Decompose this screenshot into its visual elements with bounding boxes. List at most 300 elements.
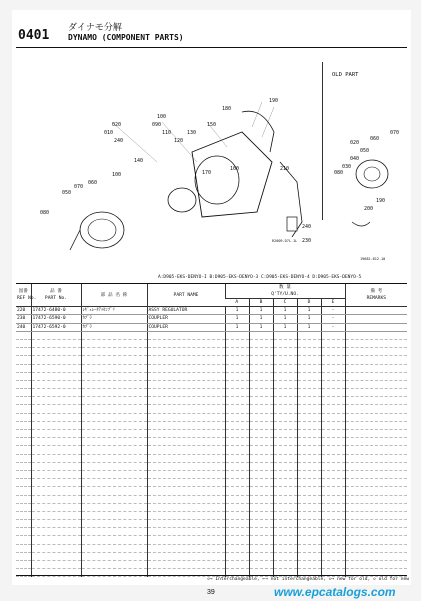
empty-cell — [225, 339, 249, 347]
empty-cell — [297, 462, 321, 470]
empty-cell — [225, 446, 249, 454]
part-name-cell: COUPLER — [147, 323, 225, 331]
empty-cell — [345, 331, 407, 339]
empty-cell — [297, 380, 321, 388]
empty-cell — [81, 356, 147, 364]
empty-cell — [345, 438, 407, 446]
empty-cell — [297, 528, 321, 536]
empty-cell — [225, 528, 249, 536]
empty-cell — [273, 405, 297, 413]
header-qty: 数 量 Q'TY/U.NO. — [225, 284, 345, 299]
table-row — [16, 389, 407, 397]
empty-cell — [225, 397, 249, 405]
empty-cell — [31, 405, 81, 413]
page-number: 39 — [207, 589, 215, 596]
callout-180: 180 — [222, 106, 232, 112]
empty-cell — [297, 561, 321, 569]
empty-cell — [345, 356, 407, 364]
empty-cell — [345, 339, 407, 347]
empty-cell — [31, 495, 81, 503]
ref-cell: 230 — [16, 315, 31, 323]
empty-cell — [147, 536, 225, 544]
empty-cell — [297, 356, 321, 364]
table-row — [16, 421, 407, 429]
empty-cell — [31, 487, 81, 495]
empty-cell — [225, 430, 249, 438]
empty-cell — [16, 520, 31, 528]
callout-120: 120 — [174, 138, 184, 144]
parts-table-body — [16, 307, 407, 577]
part-no-cell: 17472-6592-0 — [31, 323, 81, 331]
empty-cell — [321, 348, 345, 356]
callout-110: 110 — [162, 130, 172, 136]
empty-cell — [16, 511, 31, 519]
empty-cell — [225, 544, 249, 552]
empty-cell — [249, 536, 273, 544]
empty-cell — [249, 413, 273, 421]
qty-cell: 1 — [225, 315, 249, 323]
name-jp-cell: ｶﾌﾟﾗ — [81, 315, 147, 323]
empty-cell — [81, 544, 147, 552]
empty-cell — [345, 413, 407, 421]
empty-cell — [147, 503, 225, 511]
empty-cell — [345, 372, 407, 380]
old-callout-050: 050 — [360, 148, 370, 154]
empty-cell — [16, 421, 31, 429]
empty-cell — [31, 511, 81, 519]
empty-cell — [297, 389, 321, 397]
empty-cell — [16, 446, 31, 454]
empty-cell — [16, 454, 31, 462]
table-row — [16, 544, 407, 552]
empty-cell — [345, 446, 407, 454]
callout-080: 080 — [40, 210, 50, 216]
qty-cell: 1 — [297, 315, 321, 323]
empty-cell — [225, 561, 249, 569]
empty-cell — [147, 364, 225, 372]
empty-cell — [147, 372, 225, 380]
table-row — [16, 307, 407, 315]
empty-cell — [345, 552, 407, 560]
table-row — [16, 503, 407, 511]
header-rule — [16, 47, 407, 48]
qty-cell: 1 — [249, 307, 273, 315]
empty-cell — [16, 487, 31, 495]
empty-cell — [273, 528, 297, 536]
empty-cell — [31, 430, 81, 438]
empty-cell — [321, 462, 345, 470]
empty-cell — [81, 552, 147, 560]
empty-cell — [273, 536, 297, 544]
empty-cell — [31, 372, 81, 380]
empty-cell — [31, 421, 81, 429]
empty-cell — [297, 421, 321, 429]
empty-cell — [273, 430, 297, 438]
old-callout-060: 060 — [370, 136, 380, 142]
empty-cell — [225, 479, 249, 487]
empty-cell — [147, 389, 225, 397]
empty-cell — [81, 389, 147, 397]
empty-cell — [297, 511, 321, 519]
empty-cell — [31, 348, 81, 356]
empty-cell — [81, 331, 147, 339]
callout-020: 020 — [112, 122, 122, 128]
empty-cell — [31, 536, 81, 544]
empty-cell — [81, 462, 147, 470]
callout-170: 170 — [202, 170, 212, 176]
empty-cell — [225, 372, 249, 380]
empty-cell — [147, 454, 225, 462]
empty-cell — [225, 380, 249, 388]
empty-cell — [297, 438, 321, 446]
empty-cell — [16, 528, 31, 536]
table-row — [16, 356, 407, 364]
empty-cell — [31, 438, 81, 446]
empty-cell — [31, 389, 81, 397]
qty-cell: - — [321, 323, 345, 331]
empty-cell — [249, 552, 273, 560]
old-part-label: OLD PART — [332, 72, 359, 78]
ref-code-1: R2009-D7L-1L — [272, 239, 298, 243]
callout-240: 240 — [114, 138, 124, 144]
header-col-a: A — [225, 299, 249, 307]
empty-cell — [249, 389, 273, 397]
empty-cell — [273, 470, 297, 478]
empty-cell — [31, 503, 81, 511]
empty-cell — [297, 446, 321, 454]
empty-cell — [16, 339, 31, 347]
empty-cell — [81, 397, 147, 405]
empty-cell — [249, 470, 273, 478]
empty-cell — [321, 364, 345, 372]
empty-cell — [225, 421, 249, 429]
empty-cell — [147, 413, 225, 421]
empty-cell — [345, 389, 407, 397]
empty-cell — [16, 389, 31, 397]
table-row — [16, 495, 407, 503]
empty-cell — [273, 339, 297, 347]
table-row — [16, 323, 407, 331]
empty-cell — [81, 536, 147, 544]
old-callout-040: 040 — [350, 156, 360, 162]
table-row — [16, 364, 407, 372]
header-col-b: B — [249, 299, 273, 307]
callout-190: 190 — [269, 98, 279, 104]
empty-cell — [31, 470, 81, 478]
empty-cell — [147, 380, 225, 388]
empty-cell — [225, 348, 249, 356]
table-row — [16, 552, 407, 560]
table-row — [16, 536, 407, 544]
empty-cell — [225, 503, 249, 511]
qty-cell: 1 — [273, 307, 297, 315]
empty-cell — [273, 331, 297, 339]
callout-240b: 240 — [302, 224, 312, 230]
empty-cell — [16, 495, 31, 503]
empty-cell — [249, 520, 273, 528]
empty-cell — [249, 372, 273, 380]
callout-150: 150 — [207, 122, 217, 128]
old-callout-030: 030 — [342, 164, 352, 170]
empty-cell — [273, 364, 297, 372]
empty-cell — [249, 405, 273, 413]
table-row — [16, 405, 407, 413]
empty-cell — [249, 339, 273, 347]
empty-cell — [225, 487, 249, 495]
table-row — [16, 520, 407, 528]
empty-cell — [345, 430, 407, 438]
qty-cell: 1 — [297, 323, 321, 331]
empty-cell — [147, 479, 225, 487]
empty-cell — [297, 405, 321, 413]
empty-cell — [345, 503, 407, 511]
remarks-cell — [345, 307, 407, 315]
empty-cell — [16, 364, 31, 372]
empty-cell — [16, 430, 31, 438]
empty-cell — [297, 372, 321, 380]
empty-cell — [16, 536, 31, 544]
empty-cell — [16, 479, 31, 487]
empty-cell — [249, 487, 273, 495]
empty-cell — [321, 503, 345, 511]
empty-cell — [249, 528, 273, 536]
empty-cell — [273, 495, 297, 503]
empty-cell — [225, 470, 249, 478]
empty-cell — [345, 495, 407, 503]
empty-cell — [31, 552, 81, 560]
empty-cell — [16, 397, 31, 405]
empty-cell — [321, 446, 345, 454]
empty-cell — [147, 430, 225, 438]
part-name-cell: COUPLER — [147, 315, 225, 323]
empty-cell — [225, 438, 249, 446]
empty-cell — [321, 438, 345, 446]
empty-cell — [81, 421, 147, 429]
empty-cell — [31, 413, 81, 421]
empty-cell — [297, 348, 321, 356]
empty-cell — [321, 380, 345, 388]
empty-cell — [297, 413, 321, 421]
empty-cell — [81, 430, 147, 438]
empty-cell — [345, 421, 407, 429]
empty-cell — [81, 561, 147, 569]
empty-cell — [16, 372, 31, 380]
empty-cell — [249, 511, 273, 519]
empty-cell — [273, 520, 297, 528]
name-jp-cell: ﾚｷﾞｭﾚｰﾀｱｯｾﾝﾌﾞﾘ — [81, 307, 147, 315]
empty-cell — [345, 487, 407, 495]
empty-cell — [225, 495, 249, 503]
name-jp-cell: ｶﾌﾟﾗ — [81, 323, 147, 331]
empty-cell — [249, 331, 273, 339]
empty-cell — [81, 511, 147, 519]
empty-cell — [16, 413, 31, 421]
empty-cell — [249, 356, 273, 364]
empty-cell — [321, 339, 345, 347]
table-row — [16, 397, 407, 405]
empty-cell — [249, 544, 273, 552]
old-callout-200: 200 — [364, 206, 374, 212]
empty-cell — [225, 413, 249, 421]
empty-cell — [345, 364, 407, 372]
empty-cell — [147, 561, 225, 569]
empty-cell — [297, 470, 321, 478]
empty-cell — [31, 331, 81, 339]
empty-cell — [16, 438, 31, 446]
empty-cell — [225, 356, 249, 364]
empty-cell — [225, 389, 249, 397]
part-name-cell: ASSY REGULATOR — [147, 307, 225, 315]
empty-cell — [273, 511, 297, 519]
empty-cell — [31, 528, 81, 536]
empty-cell — [345, 511, 407, 519]
empty-cell — [321, 331, 345, 339]
pulley-bolt — [70, 230, 80, 250]
empty-cell — [273, 487, 297, 495]
table-row — [16, 348, 407, 356]
empty-cell — [249, 364, 273, 372]
empty-cell — [225, 462, 249, 470]
empty-cell — [16, 462, 31, 470]
empty-cell — [147, 421, 225, 429]
empty-cell — [249, 479, 273, 487]
section-code: 0401 — [18, 28, 50, 43]
empty-cell — [225, 511, 249, 519]
empty-cell — [249, 446, 273, 454]
empty-cell — [297, 331, 321, 339]
empty-cell — [345, 380, 407, 388]
callout-060: 060 — [88, 180, 98, 186]
empty-cell — [147, 544, 225, 552]
empty-cell — [81, 446, 147, 454]
empty-cell — [16, 348, 31, 356]
empty-cell — [273, 503, 297, 511]
table-row — [16, 430, 407, 438]
empty-cell — [321, 561, 345, 569]
table-row — [16, 454, 407, 462]
empty-cell — [321, 528, 345, 536]
empty-cell — [273, 421, 297, 429]
title-english: DYNAMO (COMPONENT PARTS) — [68, 33, 184, 42]
table-row — [16, 462, 407, 470]
empty-cell — [31, 544, 81, 552]
table-row — [16, 438, 407, 446]
empty-cell — [81, 479, 147, 487]
empty-cell — [81, 470, 147, 478]
empty-cell — [16, 503, 31, 511]
empty-cell — [321, 421, 345, 429]
empty-cell — [147, 446, 225, 454]
empty-cell — [321, 372, 345, 380]
coupler-shape — [287, 217, 297, 231]
empty-cell — [321, 487, 345, 495]
empty-cell — [225, 364, 249, 372]
empty-cell — [321, 430, 345, 438]
old-callout-190: 190 — [376, 198, 386, 204]
empty-cell — [147, 520, 225, 528]
callout-160: 160 — [230, 166, 240, 172]
empty-cell — [147, 487, 225, 495]
empty-cell — [81, 364, 147, 372]
ref-cell: 240 — [16, 323, 31, 331]
empty-cell — [273, 479, 297, 487]
empty-cell — [297, 430, 321, 438]
empty-cell — [273, 413, 297, 421]
empty-cell — [147, 405, 225, 413]
empty-cell — [345, 561, 407, 569]
empty-cell — [345, 348, 407, 356]
header-remarks: 備 考 REMARKS — [345, 284, 407, 307]
empty-cell — [273, 389, 297, 397]
empty-cell — [147, 397, 225, 405]
parts-table — [16, 283, 407, 577]
qty-cell: - — [321, 307, 345, 315]
table-row — [16, 413, 407, 421]
empty-cell — [321, 413, 345, 421]
empty-cell — [81, 495, 147, 503]
empty-cell — [321, 454, 345, 462]
header-part-name: PART NAME — [147, 284, 225, 307]
empty-cell — [81, 380, 147, 388]
old-callout-080: 080 — [334, 170, 344, 176]
empty-cell — [81, 520, 147, 528]
empty-cell — [249, 454, 273, 462]
empty-cell — [31, 561, 81, 569]
callout-100: 100 — [157, 114, 167, 120]
empty-cell — [81, 503, 147, 511]
empty-cell — [273, 446, 297, 454]
empty-cell — [273, 561, 297, 569]
empty-cell — [345, 397, 407, 405]
empty-cell — [16, 561, 31, 569]
empty-cell — [297, 544, 321, 552]
empty-cell — [345, 536, 407, 544]
empty-cell — [31, 520, 81, 528]
empty-cell — [345, 470, 407, 478]
empty-cell — [16, 380, 31, 388]
qty-cell: 1 — [225, 323, 249, 331]
empty-cell — [249, 348, 273, 356]
empty-cell — [273, 348, 297, 356]
watermark: www.epcatalogs.com — [274, 585, 396, 599]
empty-cell — [147, 348, 225, 356]
empty-cell — [321, 495, 345, 503]
empty-cell — [147, 528, 225, 536]
empty-cell — [31, 454, 81, 462]
empty-cell — [31, 397, 81, 405]
pulley-shape — [80, 212, 124, 248]
table-row — [16, 380, 407, 388]
empty-cell — [249, 397, 273, 405]
empty-cell — [321, 544, 345, 552]
empty-cell — [297, 454, 321, 462]
empty-cell — [81, 372, 147, 380]
empty-cell — [273, 397, 297, 405]
empty-cell — [345, 462, 407, 470]
empty-cell — [345, 528, 407, 536]
empty-cell — [273, 552, 297, 560]
empty-cell — [147, 511, 225, 519]
empty-cell — [321, 397, 345, 405]
empty-cell — [273, 462, 297, 470]
empty-cell — [297, 552, 321, 560]
empty-cell — [81, 413, 147, 421]
remarks-cell — [345, 323, 407, 331]
empty-cell — [225, 454, 249, 462]
table-row — [16, 479, 407, 487]
empty-cell — [297, 397, 321, 405]
table-row — [16, 561, 407, 569]
